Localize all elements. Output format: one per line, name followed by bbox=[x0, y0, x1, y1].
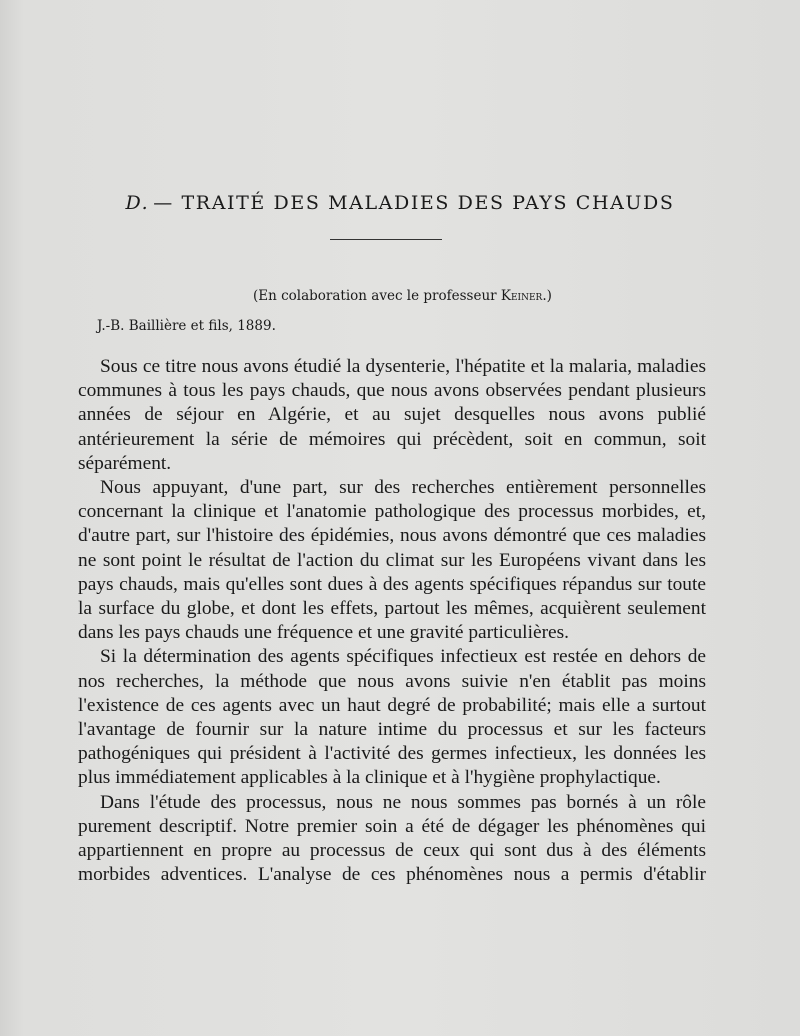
section-letter: D. bbox=[125, 192, 150, 214]
collaboration-prefix: (En colaboration avec le professeur bbox=[253, 288, 497, 304]
paragraph: Sous ce titre nous avons étudié la dysenterie, l'hépatite et la malaria, maladies communes à tous les pays chauds, que nous avons observées pendant plusieurs années de séjour en Algérie, et au sujet desquelles nous avons publié antérieurement la série de mémoires qui précèdent, soit en commun, soit séparément. bbox=[78, 356, 706, 474]
publisher-line: J.-B. Baillière et fils, 1889. bbox=[97, 318, 276, 334]
title-divider bbox=[330, 239, 442, 240]
collaboration-note bbox=[253, 288, 552, 304]
section-title-text: — TRAITÉ DES MALADIES DES PAYS CHAUDS bbox=[153, 192, 675, 214]
paragraph: Nous appuyant, d'une part, sur des recherches entièrement personnelles concernant la clinique et l'anatomie pathologique des processus morbides, et, d'autre part, sur l'histoire des épidémies, nous avons démontré que ces maladies ne sont point le résultat de l'action du climat sur les Européens vivant dans les pays chauds, mais qu'elles sont dues à des agents spécifiques répandus sur toute la surface du globe, et dont les effets, partout les mêmes, acquièrent seulement dans les pays chauds une fréquence et une gravité particulières. bbox=[78, 477, 706, 644]
paragraph: Si la détermination des agents spécifiques infectieux est restée en dehors de nos recherches, la méthode que nous avons suivie n'en établit pas moins l'existence de ces agents avec un haut degré de probabilité; mais elle a surtout l'avantage de fournir sur la nature intime du processus et sur les facteurs pathogéniques qui président à l'activité des germes infectieux, les données les plus immédiatement applicables à la clinique et à l'hygiène prophylactique. bbox=[78, 646, 706, 789]
section-title bbox=[0, 192, 800, 214]
collaboration-suffix: .) bbox=[542, 288, 552, 304]
body-text bbox=[78, 355, 706, 887]
collaborator-name: Keiner bbox=[500, 288, 543, 304]
paragraph: Dans l'étude des processus, nous ne nous sommes pas bornés à un rôle purement descriptif. Notre premier soin a été de dégager les phénomènes qui appartiennent en propre au processus de ceux qui sont dus à des éléments morbides adventices. L'analyse de ces phénomènes nous a permis d'établir bbox=[78, 791, 706, 886]
